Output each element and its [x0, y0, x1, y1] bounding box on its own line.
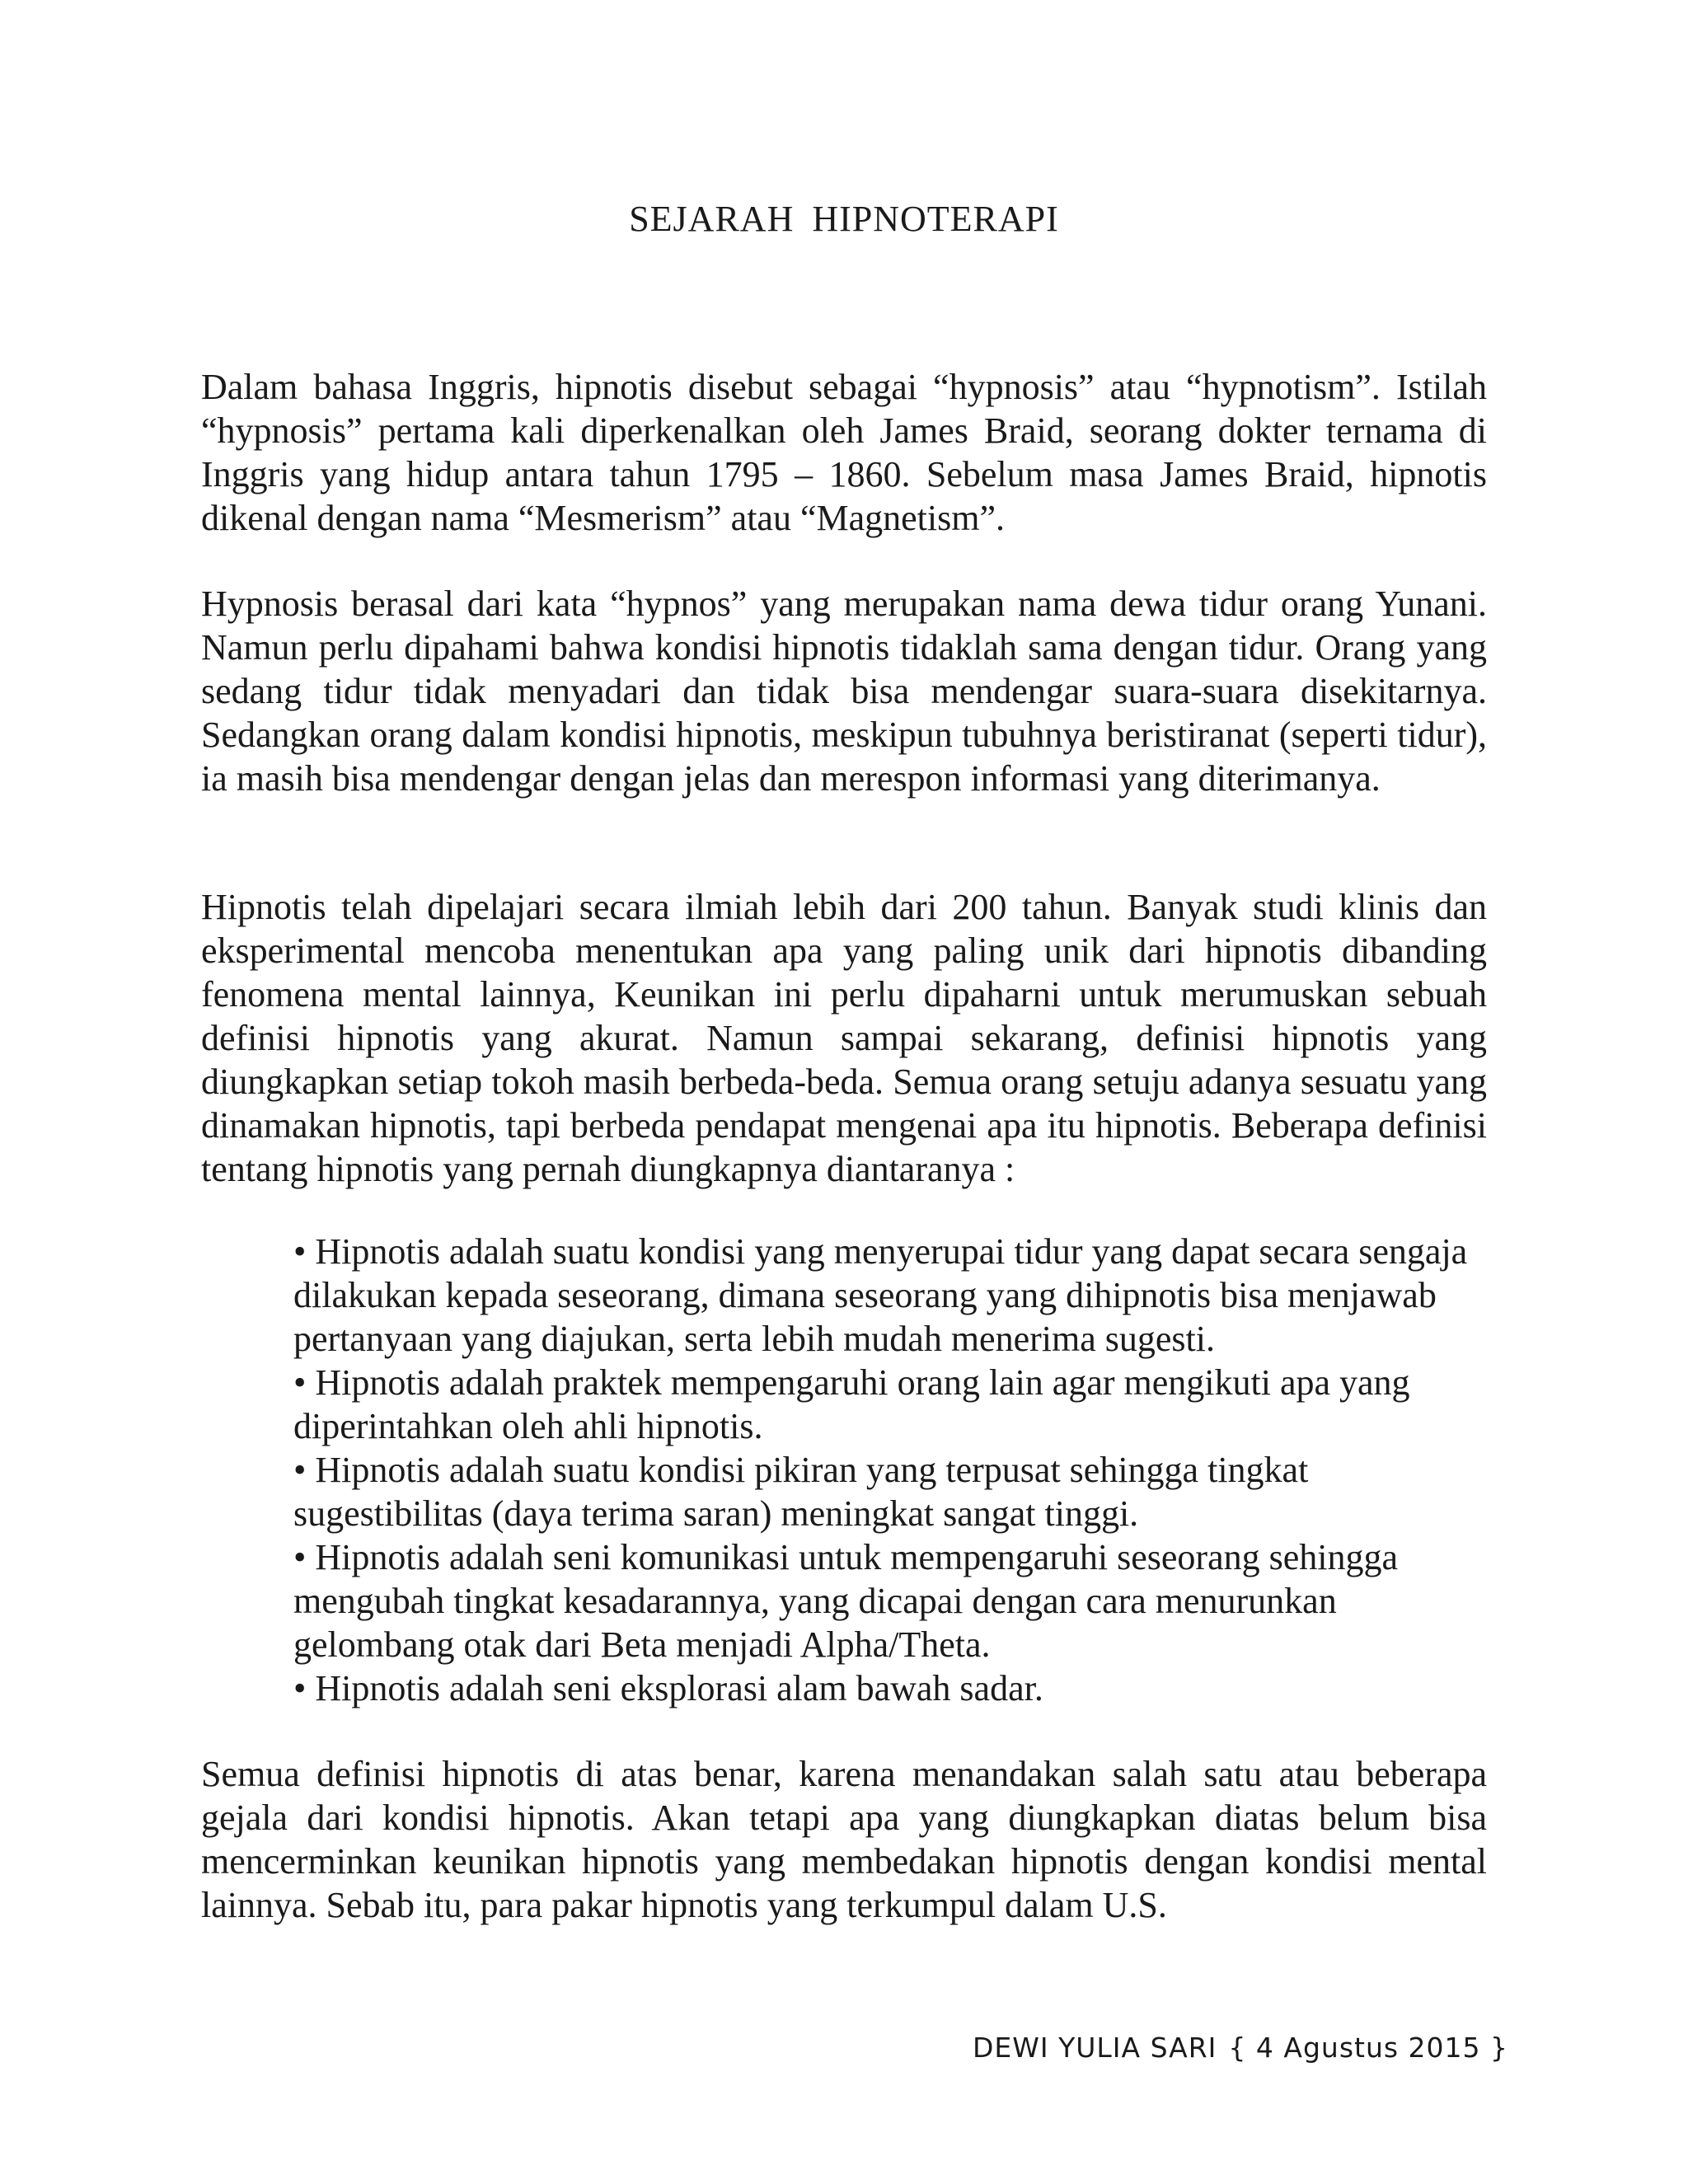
- paragraph-1: Dalam bahasa Inggris, hipnotis disebut sebagai “hypnosis” atau “hypnotism”. Istilah “hypnosis” pertama kali diperkenalkan oleh James Braid, seorang dokter ternama di Inggris yang hidup antara tahun 1795 – 1860. Sebelum masa James Braid, hipnotis dikenal dengan nama “Mesmerism” atau “Magnetism”.: [201, 367, 1487, 538]
- paragraph-3: Hipnotis telah dipelajari secara ilmiah lebih dari 200 tahun. Banyak studi klinis dan eksperimental mencoba menentukan apa yang paling unik dari hipnotis dibanding fenomena mental lainnya, Keunikan ini perlu dipaharni untuk merumuskan sebuah definisi hipnotis yang akurat. Namun sampai sekarang, definisi hipnotis yang diungkapkan setiap tokoh masih berbeda-beda. Semua orang setuju adanya sesuatu yang dinamakan hipnotis, tapi berbeda pendapat mengenai apa itu hipnotis. Beberapa definisi tentang hipnotis yang pernah diungkapnya diantaranya :: [201, 887, 1487, 1189]
- footer-date: { 4 Agustus 2015 }: [1228, 2032, 1509, 2064]
- definition-list: [293, 1230, 1487, 1710]
- paragraph-2: Hypnosis berasal dari kata “hypnos” yang merupakan nama dewa tidur orang Yunani. Namun perlu dipahami bahwa kondisi hipnotis tidaklah sama dengan tidur. Orang yang sedang tidur tidak menyadari dan tidak bisa mendengar suara-suara disekitarnya. Sedangkan orang dalam kondisi hipnotis, meskipun tubuhnya beristiranat (seperti tidur), ia masih bisa mendengar dengan jelas dan merespon informasi yang diterimanya.: [201, 583, 1487, 799]
- page-title: SEJARAH HIPNOTERAPI: [629, 199, 1059, 239]
- paragraph-4: Semua definisi hipnotis di atas benar, karena menandakan salah satu atau beberapa gejala dari kondisi hipnotis. Akan tetapi apa yang diungkapkan diatas belum bisa mencerminkan keunikan hipnotis yang membedakan hipnotis dengan kondisi mental lainnya. Sebab itu, para pakar hipnotis yang terkumpul dalam U.S.: [201, 1754, 1487, 1925]
- list-item: • Hipnotis adalah suatu kondisi pikiran yang terpusat sehingga tingkat sugestibilitas (daya terima saran) meningkat sangat tinggi.: [293, 1450, 1309, 1534]
- list-item: • Hipnotis adalah seni komunikasi untuk mempengaruhi seseorang sehingga mengubah tingkat kesadarannya, yang dicapai dengan cara menurunkan gelombang otak dari Beta menjadi Alpha/Theta.: [293, 1537, 1399, 1665]
- page-footer: [973, 2032, 1508, 2064]
- list-item: • Hipnotis adalah praktek mempengaruhi orang lain agar mengikuti apa yang diperintahkan oleh ahli hipnotis.: [293, 1362, 1410, 1446]
- footer-author: DEWI YULIA SARI: [973, 2032, 1217, 2064]
- list-item: • Hipnotis adalah suatu kondisi yang menyerupai tidur yang dapat secara sengaja dilakukan kepada seseorang, dimana seseorang yang dihipnotis bisa menjawab pertanyaan yang diajukan, serta lebih mudah menerima sugesti.: [293, 1231, 1468, 1359]
- list-item: • Hipnotis adalah seni eksplorasi alam bawah sadar.: [293, 1668, 1043, 1708]
